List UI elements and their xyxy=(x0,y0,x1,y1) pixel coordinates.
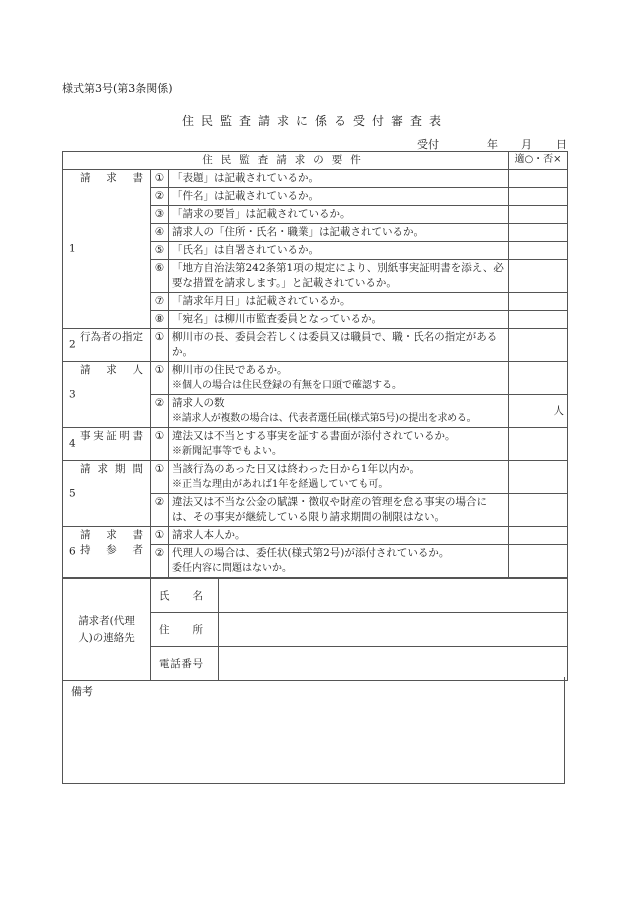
item-note: ※請求人が複数の場合は、代表者選任届(様式第5号)の提出を求める。 xyxy=(172,413,477,424)
item-text: 「宛名」は柳川市監査委員となっているか。 xyxy=(169,311,509,329)
review-table xyxy=(62,151,568,578)
item-number: ② xyxy=(151,395,169,428)
category-label-line2: 持 参 者 xyxy=(80,544,143,556)
item-text: 違法又は不当な公金の賦課・徴収や財産の管理を怠る事実の場合には、その事実が継続している限り請求期間の制限はない。 xyxy=(169,494,509,527)
check-cell[interactable] xyxy=(509,329,568,362)
page-title: 住民監査請求に係る受付審査表 xyxy=(181,114,448,128)
item-number: ① xyxy=(151,362,169,395)
category-label: 行為者の指定 xyxy=(80,331,143,343)
category-label: 請 求 人 xyxy=(80,364,143,376)
day-label: 日 xyxy=(556,138,567,151)
address-field[interactable] xyxy=(219,613,568,647)
date-line xyxy=(0,136,567,150)
item-number: ① xyxy=(151,329,169,362)
item-text: 請求人本人か。 xyxy=(169,527,509,545)
phone-field[interactable] xyxy=(219,647,568,681)
check-cell[interactable] xyxy=(509,170,568,188)
item-number: ⑦ xyxy=(151,293,169,311)
category-4 xyxy=(63,428,151,461)
category-number: 5 xyxy=(69,487,76,499)
category-label: 請求期間 xyxy=(80,463,143,475)
check-cell[interactable] xyxy=(509,545,568,578)
item-number: ⑥ xyxy=(151,260,169,293)
received-label: 受付 xyxy=(417,138,439,151)
remarks-area[interactable] xyxy=(62,677,565,784)
category-number: 2 xyxy=(69,338,76,351)
item-text: 「請求の要旨」は記載されているか。 xyxy=(169,206,509,224)
ok-mark-header: 適○・否× xyxy=(509,152,568,170)
month-label: 月 xyxy=(521,138,532,151)
item-text: 「氏名」は自署されているか。 xyxy=(169,242,509,260)
item-note: 委任内容に問題はないか。 xyxy=(172,563,292,574)
category-3 xyxy=(63,362,151,428)
address-label: 住所 xyxy=(151,613,219,647)
table-row xyxy=(63,170,568,188)
check-cell[interactable] xyxy=(509,224,568,242)
item-text: 「請求年月日」は記載されているか。 xyxy=(169,293,509,311)
item-note: ※個人の場合は住民登録の有無を口頭で確認する。 xyxy=(172,380,402,391)
check-cell[interactable] xyxy=(509,206,568,224)
item-number: ② xyxy=(151,494,169,527)
remarks-label: 備考 xyxy=(71,685,93,698)
item-number: ① xyxy=(151,428,169,461)
category-label: 事実証明書 xyxy=(80,430,143,442)
item-text xyxy=(169,545,509,578)
category-label: 請 求 書 xyxy=(80,172,143,184)
check-cell[interactable] xyxy=(509,494,568,527)
check-cell[interactable] xyxy=(509,311,568,329)
item-main-text: 代理人の場合は、委任状(様式第2号)が添付されているか。 xyxy=(172,547,450,559)
item-number: ② xyxy=(151,188,169,206)
year-label: 年 xyxy=(487,138,498,151)
item-text xyxy=(169,362,509,395)
item-main-text: 請求人の数 xyxy=(172,397,225,409)
item-main-text: 違法又は不当とする事実を証する書面が添付されているか。 xyxy=(172,430,456,442)
item-text: 請求人の「住所・氏名・職業」は記載されているか。 xyxy=(169,224,509,242)
header-row xyxy=(63,152,568,170)
table-row xyxy=(63,329,568,362)
category-number: 3 xyxy=(69,388,76,400)
item-text: 「件名」は記載されているか。 xyxy=(169,188,509,206)
category-6 xyxy=(63,527,151,578)
category-number: 1 xyxy=(69,242,76,255)
item-number: ③ xyxy=(151,206,169,224)
item-text xyxy=(169,395,509,428)
table-row xyxy=(63,428,568,461)
table-row xyxy=(63,461,568,494)
check-cell[interactable] xyxy=(509,260,568,293)
item-note: ※新聞記事等でもよい。 xyxy=(172,446,282,457)
item-text: 「表題」は記載されているか。 xyxy=(169,170,509,188)
item-text: 「地方自治法第242条第1項の規定により、別紙事実証明書を添え、必要な措置を請求します。」と記載されているか。 xyxy=(169,260,509,293)
item-text xyxy=(169,461,509,494)
form-number-label: 様式第3号(第3条関係) xyxy=(62,82,173,95)
item-number: ⑤ xyxy=(151,242,169,260)
check-cell[interactable] xyxy=(509,461,568,494)
check-cell[interactable] xyxy=(509,395,568,428)
item-text: 柳川市の長、委員会若しくは委員又は職員で、職・氏名の指定があるか。 xyxy=(169,329,509,362)
item-text xyxy=(169,428,509,461)
requirements-header: 住民監査請求の要件 xyxy=(63,152,509,170)
phone-label: 電話番号 xyxy=(151,647,219,681)
item-number: ① xyxy=(151,170,169,188)
category-1 xyxy=(63,170,151,329)
contact-table xyxy=(62,578,568,681)
check-cell[interactable] xyxy=(509,428,568,461)
name-label: 氏名 xyxy=(151,579,219,613)
name-field[interactable] xyxy=(219,579,568,613)
check-cell[interactable] xyxy=(509,527,568,545)
item-number: ④ xyxy=(151,224,169,242)
contact-label: 請求者(代理人)の連絡先 xyxy=(63,579,151,681)
category-label-line1: 請 求 書 xyxy=(80,529,143,541)
item-number: ⑧ xyxy=(151,311,169,329)
category-2 xyxy=(63,329,151,362)
check-cell[interactable] xyxy=(509,362,568,395)
table-row xyxy=(63,527,568,545)
check-cell[interactable] xyxy=(509,293,568,311)
item-number: ② xyxy=(151,545,169,578)
item-main-text: 当該行為のあった日又は終わった日から1年以内か。 xyxy=(172,463,420,475)
check-cell[interactable] xyxy=(509,188,568,206)
item-number: ① xyxy=(151,461,169,494)
item-main-text: 柳川市の住民であるか。 xyxy=(172,364,288,376)
check-cell[interactable] xyxy=(509,242,568,260)
person-count-unit: 人 xyxy=(553,404,565,417)
category-number: 4 xyxy=(69,437,76,450)
item-note: ※正当な理由があれば1年を経過していても可。 xyxy=(172,479,389,490)
item-number: ① xyxy=(151,527,169,545)
table-row xyxy=(63,362,568,395)
category-5 xyxy=(63,461,151,527)
table-row xyxy=(63,579,568,613)
category-number: 6 xyxy=(69,545,76,558)
